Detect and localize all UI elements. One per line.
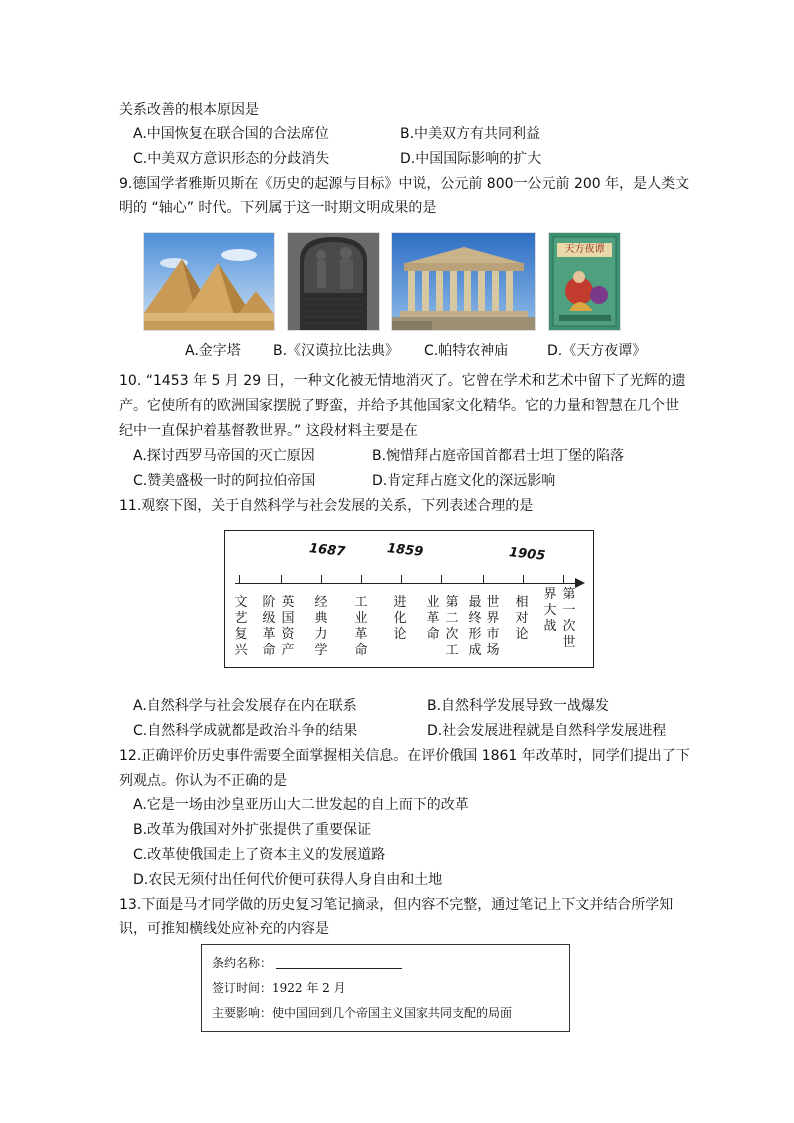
q8-stem-tail: 关系改善的根本原因是 — [119, 102, 259, 118]
parthenon-image — [391, 232, 536, 331]
q9-option-b[interactable]: B.《汉谟拉比法典》 — [273, 343, 400, 359]
q10-stem-line3: 纪中一直保护着基督教世界。” 这段材料主要是在 — [119, 423, 418, 439]
timeline-event: 经典力学 — [314, 595, 328, 658]
q8-option-a[interactable]: A.中国恢复在联合国的合法席位 — [133, 126, 329, 142]
q10-stem-line2: 产。它使所有的欧洲国家摆脱了野蛮，并给予其他国家文化精华。它的力量和智慧在几个世 — [119, 398, 679, 414]
q11-option-d[interactable]: D.社会发展进程就是自然科学发展进程 — [427, 723, 667, 739]
timeline-arrow — [575, 578, 585, 588]
timeline-tick — [321, 575, 322, 583]
q11-option-a[interactable]: A.自然科学与社会发展存在内在联系 — [133, 698, 357, 714]
timeline-event: 第二次工 — [445, 595, 459, 658]
timeline-event: 第一次世 — [562, 587, 576, 650]
q11-option-c[interactable]: C.自然科学成就都是政治斗争的结果 — [133, 723, 358, 739]
timeline-event: 英国资产 — [281, 595, 295, 658]
timeline-event: 进化论 — [393, 595, 407, 642]
timeline-tick — [523, 575, 524, 583]
note-main-effect: 主要影响：使中国回到几个帝国主义国家共同支配的局面 — [212, 1006, 513, 1020]
q12-option-c[interactable]: C.改革使俄国走上了资本主义的发展道路 — [133, 847, 386, 863]
timeline-tick — [483, 575, 484, 583]
timeline-event: 业革命 — [426, 595, 440, 642]
q9-option-c[interactable]: C.帕特农神庙 — [424, 343, 509, 359]
timeline-tick — [441, 575, 442, 583]
q9-stem-line2: 明的 “轴心” 时代。下列属于这一时期文明成果的是 — [119, 200, 437, 216]
pyramids-image — [143, 232, 275, 331]
timeline-event: 界大战 — [543, 587, 557, 634]
note-treaty-name — [212, 954, 402, 972]
timeline-tick — [281, 575, 282, 583]
q12-stem-line1: 12.正确评价历史事件需要全面掌握相关信息。在评价俄国 1861 年改革时，同学们提出了下 — [119, 748, 690, 764]
q11-option-b[interactable]: B.自然科学发展导致一战爆发 — [427, 698, 610, 714]
q10-stem-line1: 10. “1453 年 5 月 29 日，一种文化被无情地消灭了。它曾在学术和艺术中留下了光辉的遗 — [119, 373, 686, 389]
q13-stem-line1: 13.下面是马才同学做的历史复习笔记摘录，但内容不完整，通过笔记上下文并结合所学知 — [119, 897, 674, 913]
q12-option-b[interactable]: B.改革为俄国对外扩张提供了重要保证 — [133, 822, 372, 838]
q8-option-d[interactable]: D.中国国际影响的扩大 — [400, 151, 542, 167]
q10-option-d[interactable]: D.肯定拜占庭文化的深远影响 — [372, 473, 556, 489]
review-notes-box — [201, 944, 570, 1032]
q9-option-a[interactable]: A.金字塔 — [185, 343, 241, 359]
hammurabi-stele-image — [287, 232, 380, 331]
q12-option-a[interactable]: A.它是一场由沙皇亚历山大二世发起的自上而下的改革 — [133, 797, 469, 813]
timeline-year-1859: 1859 — [386, 541, 424, 560]
timeline-tick — [239, 575, 240, 583]
timeline-axis — [235, 583, 577, 584]
q12-option-d[interactable]: D.农民无须付出任何代价便可获得人身自由和土地 — [133, 872, 443, 888]
note-signing-time: 签订时间：1922 年 2 月 — [212, 981, 346, 995]
answer-blank[interactable] — [276, 956, 402, 969]
q10-option-a[interactable]: A.探讨西罗马帝国的灭亡原因 — [133, 448, 315, 464]
timeline-event: 阶级革命 — [262, 595, 276, 658]
arabian-nights-book-image — [548, 232, 621, 331]
timeline-year-1687: 1687 — [308, 541, 346, 560]
timeline-tick — [361, 575, 362, 583]
q9-option-d[interactable]: D.《天方夜谭》 — [547, 343, 647, 359]
timeline-event: 最终形成 — [468, 595, 482, 658]
q8-option-b[interactable]: B.中美双方有共同利益 — [400, 126, 541, 142]
timeline-event: 工业革命 — [354, 595, 368, 658]
timeline-event: 文艺复兴 — [234, 595, 248, 658]
timeline-tick — [401, 575, 402, 583]
timeline-tick — [563, 575, 564, 583]
q11-stem: 11.观察下图，关于自然科学与社会发展的关系，下列表述合理的是 — [119, 498, 534, 514]
q8-option-c[interactable]: C.中美双方意识形态的分歧消失 — [133, 151, 330, 167]
note-treaty-name-label: 条约名称： — [212, 956, 273, 970]
timeline-event: 世界市场 — [486, 595, 500, 658]
q12-stem-line2: 列观点。你认为不正确的是 — [119, 773, 287, 789]
timeline-year-1905: 1905 — [508, 545, 546, 564]
science-society-timeline — [224, 530, 594, 668]
book-title: 天方夜谭 — [564, 244, 605, 255]
timeline-event: 相对论 — [515, 595, 529, 642]
q10-option-b[interactable]: B.惋惜拜占庭帝国首都君士坦丁堡的陷落 — [372, 448, 625, 464]
q13-stem-line2: 识，可推知横线处应补充的内容是 — [119, 921, 329, 937]
q10-option-c[interactable]: C.赞美盛极一时的阿拉伯帝国 — [133, 473, 316, 489]
q9-stem-line1: 9.德国学者雅斯贝斯在《历史的起源与目标》中说，公元前 800一公元前 200 年，是人类文 — [119, 176, 690, 192]
